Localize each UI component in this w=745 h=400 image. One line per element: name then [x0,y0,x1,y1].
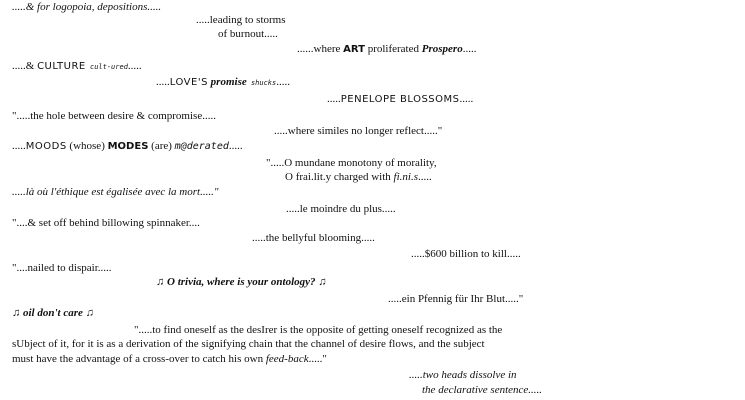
line-culture-prefix: .....& [12,60,38,72]
line-logopoia-text: .....& for logopoia, depositions..... [12,1,162,13]
line-penelope-prefix: ..... [327,93,341,105]
music-note-icon: ♫ [12,307,21,319]
line-loves-promise [156,76,290,90]
line-art-middle: proliferated [364,43,422,55]
line-logopoia [12,1,161,14]
music-note-icon: ♫ [156,276,165,288]
art-word: ART [343,44,365,55]
line-spinnaker: "....& set off behind billowing spinnaker.... [12,217,200,229]
line-two-heads: .....two heads dissolve in [409,369,517,381]
line-penelope [327,93,473,106]
trivia-text: O trivia, where is your ontology? [164,276,319,288]
moderated-word: m@derated [174,141,229,152]
feed-back-word: feed-back [265,353,309,365]
line-culture [12,60,142,74]
line-similes: .....where similes no longer reflect....." [274,125,443,137]
shucks-word: shucks [246,79,277,87]
line-burnout: of burnout..... [218,28,278,40]
line-dispair: "....nailed to dispair..... [12,262,112,274]
line-leading-storms: .....leading to storms [196,14,286,26]
line-moods-modes [12,140,243,153]
line-subject: sUbject of it, for it is as a derivation of the signifying chain that the channel of desire flows, and the subject [12,338,485,350]
line-culture-suffix: ..... [127,60,142,72]
line-penelope-suffix: ..... [459,93,474,105]
line-bellyful: .....the bellyful blooming..... [252,232,375,244]
line-billion: .....$600 billion to kill..... [411,248,521,260]
moods-word: MOODS [25,141,67,152]
line-art-prefix: ......where [297,43,344,55]
promise-word: promise [207,76,247,88]
line-crossover-prefix: must have the advantage of a cross-over to catch his own [12,353,266,365]
line-moindre: .....le moindre du plus..... [286,203,396,215]
line-moods-prefix: ..... [12,140,26,152]
modes-word: MODES [107,141,149,152]
line-pfennig: .....ein Pfennig für Ihr Blut....." [388,293,524,305]
line-art-prospero [297,43,476,56]
line-crossover-suffix: ....." [308,353,327,365]
line-crossover [12,353,327,366]
prospero-word: Prospero [421,43,463,55]
line-hole-desire: ".....the hole between desire & compromise..... [12,110,216,122]
line-declarative: the declarative sentence..... [422,384,543,396]
line-ethique: .....là où l'éthique est égalisée avec la mort....." [12,186,219,198]
line-frailty-suffix: ..... [418,171,432,183]
culture-word: CULTURE [37,61,86,72]
line-desirer: ".....to find oneself as the desIrer is the opposite of getting oneself recognized as the [134,324,503,336]
music-note-icon: ♫ [85,307,94,319]
line-love-prefix: ..... [156,76,170,88]
line-frailty [285,171,432,184]
line-art-suffix: ..... [462,43,477,55]
finis-word: fi.ni.s [393,171,418,183]
line-trivia [156,276,327,289]
are-word: (are) [148,140,175,152]
line-oil [12,307,94,320]
line-frailty-prefix: O frai.lit.y charged with [285,171,394,183]
music-note-icon: ♫ [318,276,327,288]
line-mundane-monotony: ".....O mundane monotony of morality, [266,157,437,169]
cult-ured-word: cult-ured [85,63,128,71]
line-love-suffix: ..... [276,76,290,88]
line-moods-suffix: ..... [228,140,243,152]
whose-word: (whose) [66,140,108,152]
penelope-blossoms-word: PENELOPE BLOSSOMS [340,94,460,105]
oil-text: oil don't care [20,307,86,319]
loves-word: LOVE'S [169,77,208,88]
